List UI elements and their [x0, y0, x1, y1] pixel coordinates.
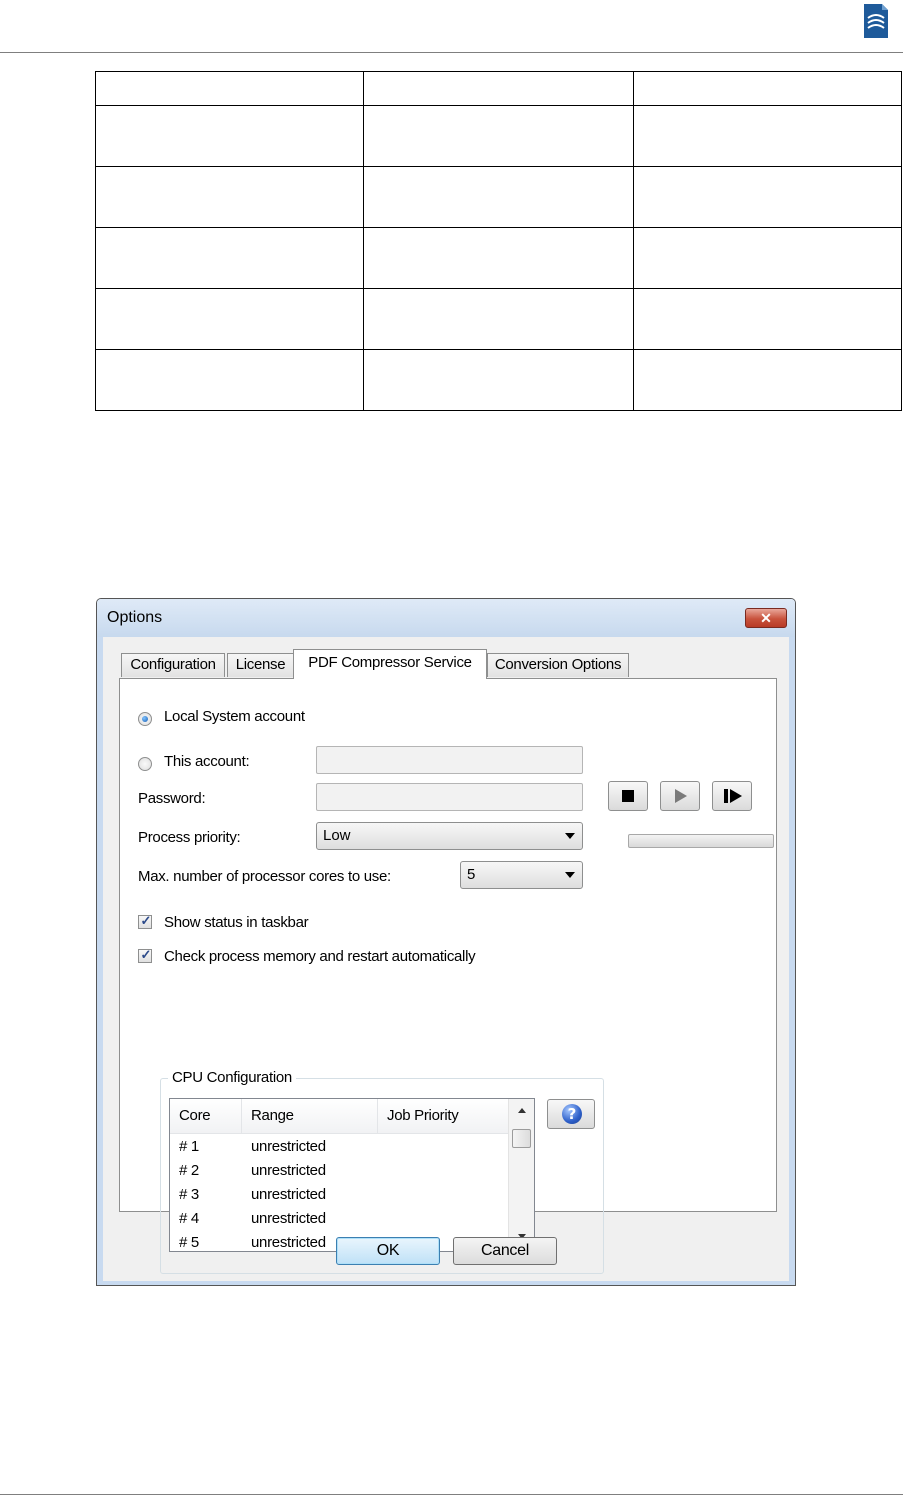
tab-conversion-options[interactable]: Conversion Options: [487, 653, 629, 677]
scroll-thumb[interactable]: [512, 1129, 531, 1148]
radio-selected-dot: [142, 716, 148, 722]
process-priority-select[interactable]: [316, 822, 583, 850]
core-cell: # 1: [179, 1138, 199, 1155]
check-memory-label: Check process memory and restart automatically: [164, 948, 476, 965]
dialog-titlebar[interactable]: [97, 599, 795, 637]
tab-pdf-compressor-service[interactable]: PDF Compressor Service: [293, 649, 487, 679]
show-status-checkbox[interactable]: [138, 915, 152, 929]
chevron-down-icon: [565, 872, 575, 878]
question-mark-icon: ?: [562, 1104, 582, 1124]
cpu-core-list[interactable]: [169, 1098, 535, 1252]
list-item[interactable]: [170, 1135, 508, 1159]
process-priority-label: Process priority:: [138, 829, 241, 846]
dialog-client: [103, 637, 789, 1281]
dialog-title: Options: [107, 609, 163, 626]
service-progress-bar: [628, 834, 774, 848]
scroll-up-icon[interactable]: [518, 1108, 526, 1113]
core-cell: # 3: [179, 1186, 199, 1203]
resume-button[interactable]: [712, 781, 752, 811]
local-system-radio[interactable]: [138, 712, 152, 726]
list-header: [170, 1099, 508, 1134]
max-cores-value: 5: [467, 866, 476, 883]
cpu-configuration-title: CPU Configuration: [168, 1069, 296, 1086]
close-button[interactable]: [745, 608, 787, 628]
password-label: Password:: [138, 790, 206, 807]
tab-license[interactable]: License: [227, 653, 294, 677]
help-button[interactable]: [547, 1099, 595, 1129]
list-item[interactable]: [170, 1159, 508, 1183]
column-range[interactable]: Range: [242, 1099, 378, 1133]
column-core[interactable]: Core: [170, 1099, 242, 1133]
core-cell: # 5: [179, 1234, 199, 1251]
password-field[interactable]: [316, 783, 583, 811]
close-x-icon: ✕: [760, 610, 772, 626]
document-table: [95, 71, 902, 411]
account-field[interactable]: [316, 746, 583, 774]
range-cell: unrestricted: [251, 1138, 326, 1155]
stop-icon: [609, 782, 647, 810]
range-cell: unrestricted: [251, 1162, 326, 1179]
cancel-button[interactable]: Cancel: [453, 1237, 557, 1265]
core-cell: # 2: [179, 1162, 199, 1179]
checkmark-icon: ✓: [140, 913, 152, 928]
play-button[interactable]: [660, 781, 700, 811]
max-cores-label: Max. number of processor cores to use:: [138, 868, 391, 885]
show-status-label: Show status in taskbar: [164, 914, 309, 931]
stop-button[interactable]: [608, 781, 648, 811]
range-cell: unrestricted: [251, 1210, 326, 1227]
core-cell: # 4: [179, 1210, 199, 1227]
check-memory-checkbox[interactable]: [138, 949, 152, 963]
book-stack-logo-icon: [862, 2, 890, 40]
list-item[interactable]: [170, 1207, 508, 1231]
vertical-scrollbar[interactable]: [508, 1099, 535, 1251]
process-priority-value: Low: [323, 827, 351, 844]
ok-button[interactable]: OK: [336, 1237, 440, 1265]
max-cores-select[interactable]: [460, 861, 583, 889]
play-icon: [661, 782, 699, 810]
checkmark-icon: ✓: [140, 947, 152, 962]
chevron-down-icon: [565, 833, 575, 839]
options-dialog: [96, 598, 796, 1286]
range-cell: unrestricted: [251, 1234, 326, 1251]
column-job-priority[interactable]: Job Priority: [387, 1107, 459, 1124]
this-account-label: This account:: [164, 753, 250, 770]
tab-configuration[interactable]: Configuration: [121, 653, 225, 677]
list-item[interactable]: [170, 1183, 508, 1207]
this-account-radio[interactable]: [138, 757, 152, 771]
range-cell: unrestricted: [251, 1186, 326, 1203]
header-rule: [0, 52, 903, 53]
local-system-label: Local System account: [164, 708, 305, 725]
resume-icon: [713, 782, 751, 810]
